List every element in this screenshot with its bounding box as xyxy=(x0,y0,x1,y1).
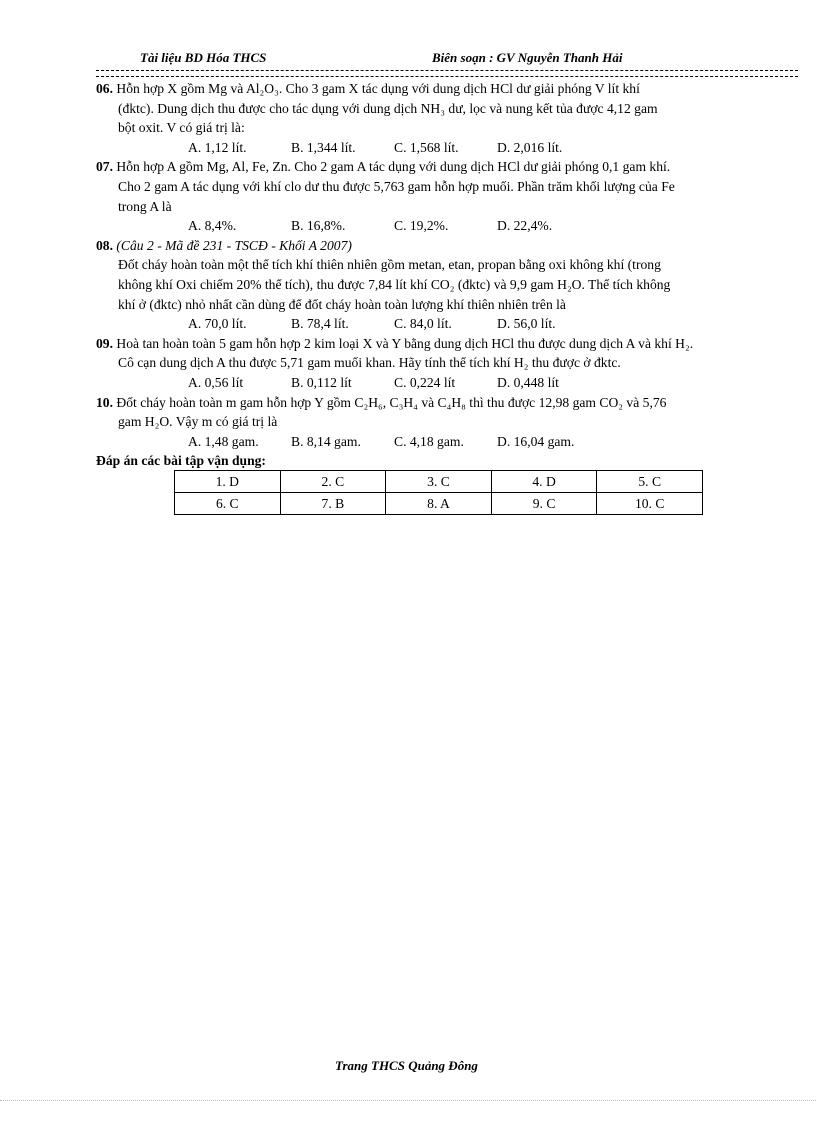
table-row xyxy=(175,493,703,515)
answer-cell: 1. D xyxy=(175,471,281,493)
question-list xyxy=(96,79,780,471)
question-line: bột oxit. V có giá trị là: xyxy=(118,120,245,136)
option-b: B. 1,344 lít. xyxy=(291,139,356,155)
option-c: C. 84,0 lít. xyxy=(394,316,452,332)
answer-table xyxy=(174,470,703,515)
option-d: D. 56,0 lít. xyxy=(497,316,556,332)
answer-cell: 4. D xyxy=(491,471,597,493)
option-c: C. 4,18 gam. xyxy=(394,433,464,449)
answer-options xyxy=(96,373,780,393)
option-a: A. 1,12 lít. xyxy=(188,139,247,155)
option-b: B. 0,112 lít xyxy=(291,374,352,390)
option-c: C. 19,2%. xyxy=(394,218,449,234)
option-a: A. 1,48 gam. xyxy=(188,433,259,449)
question-line xyxy=(96,393,780,413)
option-b: B. 16,8%. xyxy=(291,218,346,234)
answer-cell: 2. C xyxy=(280,471,386,493)
answer-cell: 7. B xyxy=(280,493,386,515)
question-line xyxy=(96,334,780,354)
answer-cell: 10. C xyxy=(597,493,703,515)
answer-options xyxy=(96,138,780,158)
answer-options xyxy=(96,314,780,334)
question-number: 06. xyxy=(96,81,113,96)
table-row xyxy=(175,471,703,493)
question-line: (đktc). Dung dịch thu được cho tác dụng với dung dịch NH₃ dư, lọc và nung kết tủa được 4,12 gam xyxy=(118,100,658,116)
question-line: khí ở (đktc) nhỏ nhất cần dùng để đốt cháy hoàn toàn lượng khí thiên nhiên trên là xyxy=(118,296,566,312)
answer-cell: 6. C xyxy=(175,493,281,515)
question-line: Cô cạn dung dịch A thu được 5,71 gam muối khan. Hãy tính thể tích khí H₂ thu được ở đktc. xyxy=(118,355,621,371)
page-header xyxy=(140,50,700,72)
option-b: B. 78,4 lít. xyxy=(291,316,349,332)
header-right: Biên soạn : GV Nguyễn Thanh Hải xyxy=(432,50,623,65)
question-number: 09. xyxy=(96,335,113,351)
option-a: A. 0,56 lít xyxy=(188,374,244,390)
question-number: 08. xyxy=(96,237,113,253)
question-10 xyxy=(96,393,780,452)
question-line: gam H₂O. Vậy m có giá trị là xyxy=(118,414,278,430)
question-08 xyxy=(96,236,780,334)
option-c: C. 1,568 lít. xyxy=(394,139,459,155)
question-line: Đốt cháy hoàn toàn một thể tích khí thiên nhiên gồm metan, etan, propan bằng oxi không khí (trong xyxy=(118,257,661,273)
answer-options xyxy=(96,432,780,452)
answer-options xyxy=(96,216,780,236)
question-09 xyxy=(96,334,780,393)
question-line: không khí Oxi chiếm 20% thể tích), thu được 7,84 lít khí CO₂ (đktc) và 9,9 gam H₂O. Thể tích không xyxy=(118,276,671,292)
option-d: D. 16,04 gam. xyxy=(497,433,575,449)
question-line xyxy=(96,236,780,256)
option-d: D. 22,4%. xyxy=(497,218,553,234)
footer-rule xyxy=(0,1100,816,1101)
page-footer: Trang THCS Quảng Đông xyxy=(335,1058,478,1073)
question-line xyxy=(96,157,780,177)
question-text: Hỗn hợp X gồm Mg và Al₂O₃. Cho 3 gam X tác dụng với dung dịch HCl dư giải phóng V lít khí xyxy=(116,81,640,96)
question-source: (Câu 2 - Mã đề 231 - TSCĐ - Khối A 2007) xyxy=(116,237,352,253)
question-07 xyxy=(96,157,780,235)
option-d: D. 0,448 lít xyxy=(497,374,559,390)
answer-cell: 3. C xyxy=(386,471,492,493)
answer-cell: 9. C xyxy=(491,493,597,515)
option-c: C. 0,224 lít xyxy=(394,374,456,390)
question-line xyxy=(96,79,780,99)
answer-cell: 5. C xyxy=(597,471,703,493)
option-a: A. 70,0 lít. xyxy=(188,316,247,332)
question-number: 07. xyxy=(96,159,113,175)
question-text: Hoà tan hoàn toàn 5 gam hỗn hợp 2 kim loại X và Y bằng dung dịch HCl thu được dung dịch A và khí H₂. xyxy=(116,335,694,351)
question-text: Đốt cháy hoàn toàn m gam hỗn hợp Y gồm C₂H₆, C₃H₄ và C₄H₈ thì thu được 12,98 gam CO₂ và 5,76 xyxy=(116,394,667,410)
answer-cell: 8. A xyxy=(386,493,492,515)
question-number: 10. xyxy=(96,394,113,410)
question-line: Cho 2 gam A tác dụng với khí clo dư thu được 5,763 gam hỗn hợp muối. Phần trăm khối lượng của Fe xyxy=(118,178,675,194)
question-line: trong A là xyxy=(118,198,172,214)
option-b: B. 8,14 gam. xyxy=(291,433,361,449)
header-left: Tài liệu BD Hóa THCS xyxy=(140,50,267,65)
question-text: Hỗn hợp A gồm Mg, Al, Fe, Zn. Cho 2 gam A tác dụng với dung dịch HCl dư giải phóng 0,1 gam khí. xyxy=(116,159,671,175)
answers-title: Đáp án các bài tập vận dụng: xyxy=(96,453,266,469)
option-d: D. 2,016 lít. xyxy=(497,139,563,155)
option-a: A. 8,4%. xyxy=(188,218,237,234)
header-rule xyxy=(96,70,798,77)
question-06 xyxy=(96,79,780,157)
